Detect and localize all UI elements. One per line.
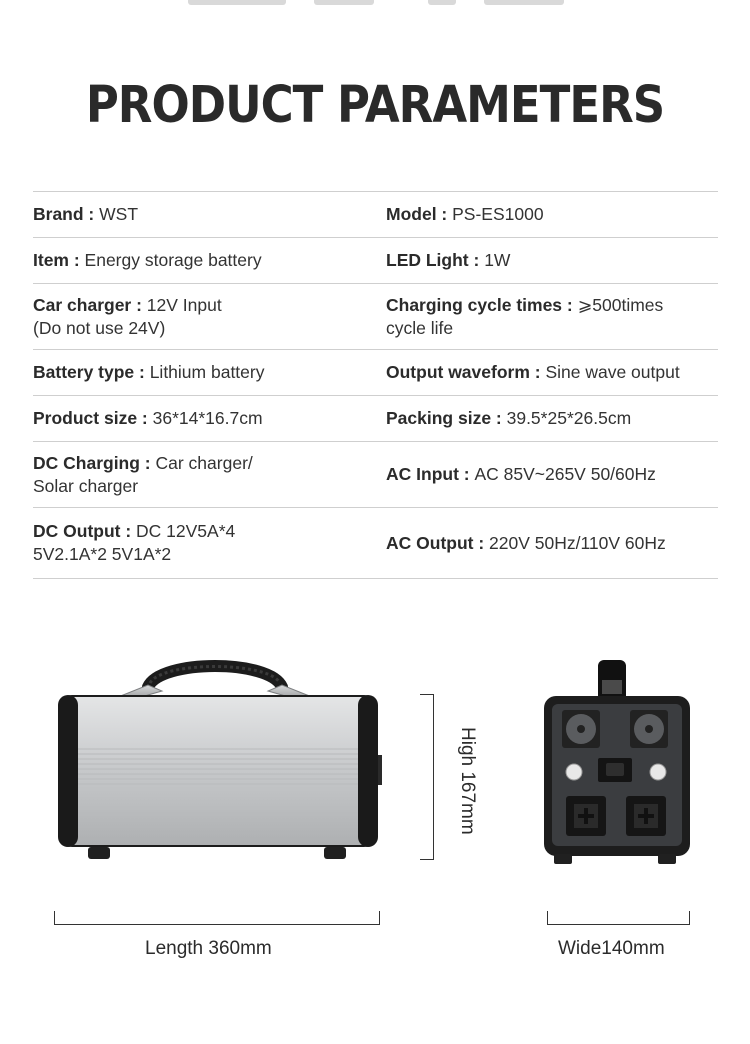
parameter-key: LED Light : <box>386 250 485 270</box>
parameter-line <box>33 407 386 430</box>
height-label: High 167mm <box>457 727 478 835</box>
parameter-key: Product size : <box>33 408 153 428</box>
parameter-value-continued: cycle life <box>386 317 454 338</box>
parameter-line <box>386 532 718 555</box>
parameter-cell <box>33 508 386 578</box>
length-dimension-line <box>54 924 380 925</box>
parameter-line <box>386 203 718 226</box>
parameter-value: Lithium battery <box>149 362 265 382</box>
parameter-line <box>33 249 386 272</box>
parameter-line <box>386 407 718 430</box>
parameter-value-continued: 5V2.1A*2 5V1A*2 <box>33 544 172 564</box>
height-dimension-top <box>420 694 434 695</box>
top-decoration <box>0 0 750 8</box>
parameter-value: 1W <box>484 250 511 270</box>
parameter-value: ⩾500times <box>577 294 664 315</box>
parameter-cell <box>386 396 718 441</box>
parameter-cell <box>386 350 718 395</box>
parameter-cell <box>33 350 386 395</box>
parameter-cell <box>33 238 386 283</box>
parameter-key: AC Input : <box>386 464 475 484</box>
parameter-key: Packing size : <box>386 408 507 428</box>
parameter-cell <box>33 442 386 507</box>
parameter-line <box>386 249 718 272</box>
parameter-row <box>33 442 718 508</box>
parameter-value: Sine wave output <box>545 362 680 382</box>
parameter-value: Car charger/ <box>155 452 253 473</box>
length-label: Length 360mm <box>145 938 272 959</box>
parameter-key: Charging cycle times : <box>386 294 578 315</box>
parameter-cell <box>386 238 718 283</box>
fan-icon <box>562 710 600 748</box>
parameter-cell <box>386 508 718 578</box>
parameter-value: DC 12V5A*4 <box>136 521 236 541</box>
parameter-key: Battery type : <box>33 362 150 382</box>
parameter-key: Output waveform : <box>386 362 546 382</box>
parameter-value: 220V 50Hz/110V 60Hz <box>489 532 666 553</box>
length-dimension-left <box>54 911 55 925</box>
parameter-cell <box>33 396 386 441</box>
parameter-key: Car charger : <box>33 294 147 315</box>
parameter-key: Model : <box>386 204 453 224</box>
parameter-cell <box>386 442 718 507</box>
parameter-value-continued: (Do not use 24V) <box>33 317 166 338</box>
parameter-row <box>33 192 718 238</box>
parameter-line <box>386 294 718 317</box>
parameter-cell <box>33 192 386 237</box>
parameter-line <box>386 463 718 486</box>
parameter-value: 36*14*16.7cm <box>152 408 263 428</box>
height-dimension-line <box>433 694 434 860</box>
parameter-key: Item : <box>33 250 85 270</box>
parameter-value: 12V Input <box>146 294 222 315</box>
width-label: Wide140mm <box>558 938 665 959</box>
product-side-view <box>540 658 692 866</box>
parameter-line <box>33 361 386 384</box>
parameter-value: Energy storage battery <box>84 250 262 270</box>
height-dimension-bottom <box>420 859 434 860</box>
ac-socket-icon <box>566 796 606 836</box>
parameter-value: 39.5*25*26.5cm <box>506 408 632 428</box>
parameter-key: AC Output : <box>386 532 490 553</box>
parameter-line <box>386 361 718 384</box>
parameter-key: DC Charging : <box>33 452 156 473</box>
fan-icon <box>630 710 668 748</box>
width-dimension-left <box>547 911 548 925</box>
parameter-value: AC 85V~265V 50/60Hz <box>474 464 656 484</box>
parameter-row <box>33 396 718 442</box>
parameter-value: WST <box>99 204 139 224</box>
width-dimension-line <box>547 924 690 925</box>
parameter-cell <box>386 192 718 237</box>
parameters-table <box>33 191 718 579</box>
parameter-row <box>33 238 718 284</box>
parameter-value-continued: Solar charger <box>33 475 139 496</box>
page-title: PRODUCT PARAMETERS <box>85 74 665 135</box>
parameter-key: DC Output : <box>33 521 137 541</box>
parameter-key: Brand : <box>33 204 100 224</box>
parameter-row <box>33 508 718 579</box>
length-dimension-right <box>379 911 380 925</box>
product-front-view <box>50 655 385 865</box>
parameter-row <box>33 350 718 396</box>
parameter-cell <box>386 284 718 349</box>
width-dimension-right <box>689 911 690 925</box>
parameter-cell <box>33 284 386 349</box>
parameter-value: PS-ES1000 <box>452 204 544 224</box>
handle <box>118 666 312 699</box>
parameter-line <box>33 520 386 543</box>
parameter-line <box>33 452 386 475</box>
parameter-row <box>33 284 718 350</box>
parameter-line <box>33 294 386 317</box>
parameter-line <box>33 203 386 226</box>
ac-socket-icon <box>626 796 666 836</box>
